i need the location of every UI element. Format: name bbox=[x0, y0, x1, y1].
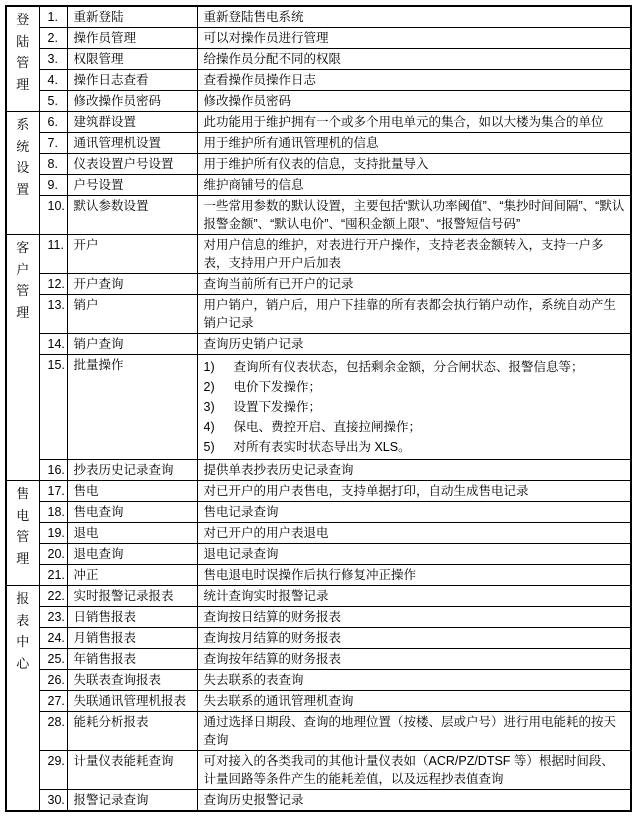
description-sub-item bbox=[204, 358, 627, 376]
row-number-cell: 18. bbox=[39, 502, 67, 523]
table-row bbox=[6, 460, 631, 481]
description-cell: 退电记录查询 bbox=[197, 544, 631, 565]
feature-name-cell: 计量仪表能耗查询 bbox=[67, 751, 197, 790]
description-cell: 查询历史销户记录 bbox=[197, 334, 631, 355]
row-number-cell: 27. bbox=[39, 691, 67, 712]
description-cell: 对已开户的用户表退电 bbox=[197, 523, 631, 544]
table-row bbox=[6, 502, 631, 523]
table-row bbox=[6, 274, 631, 295]
description-cell: 用于维护所有仪表的信息，支持批量导入 bbox=[197, 154, 631, 175]
table-row bbox=[6, 6, 631, 28]
feature-name-cell: 操作员管理 bbox=[67, 28, 197, 49]
category-char: 中 bbox=[16, 634, 30, 649]
row-number-cell: 14. bbox=[39, 334, 67, 355]
table-row bbox=[6, 196, 631, 235]
description-cell: 给操作员分配不同的权限 bbox=[197, 49, 631, 70]
description-cell: 查询当前所有已开户的记录 bbox=[197, 274, 631, 295]
feature-name-cell: 默认参数设置 bbox=[67, 196, 197, 235]
row-number-cell: 11. bbox=[39, 235, 67, 274]
table-row bbox=[6, 154, 631, 175]
table-row bbox=[6, 607, 631, 628]
category-char: 置 bbox=[16, 181, 30, 197]
feature-name-cell: 报警记录查询 bbox=[67, 790, 197, 812]
description-cell: 查询按年结算的财务报表 bbox=[197, 649, 631, 670]
table-row bbox=[6, 586, 631, 607]
table-row bbox=[6, 133, 631, 154]
table-row bbox=[6, 112, 631, 133]
sub-item-marker: 2) bbox=[203, 380, 215, 394]
category-char: 统 bbox=[16, 138, 30, 154]
feature-name-cell: 退电查询 bbox=[67, 544, 197, 565]
sub-item-marker: 4) bbox=[203, 420, 215, 434]
feature-table bbox=[5, 5, 632, 812]
row-number-cell: 16. bbox=[39, 460, 67, 481]
category-cell bbox=[6, 586, 39, 812]
sub-item-text: 查询所有仪表状态，包括剩余金额，分合闸状态、报警信息等； bbox=[233, 360, 584, 374]
table-row bbox=[6, 49, 631, 70]
feature-name-cell: 批量操作 bbox=[67, 355, 197, 460]
feature-name-cell: 销户查询 bbox=[67, 334, 197, 355]
table-row bbox=[6, 523, 631, 544]
feature-name-cell: 仪表设置户号设置 bbox=[67, 154, 197, 175]
table-row bbox=[6, 751, 631, 790]
table-row bbox=[6, 544, 631, 565]
row-number-cell: 28. bbox=[39, 712, 67, 751]
feature-name-cell: 日销售报表 bbox=[67, 607, 197, 628]
feature-name-cell: 户号设置 bbox=[67, 175, 197, 196]
description-cell: 查询按日结算的财务报表 bbox=[197, 607, 631, 628]
description-cell: 维护商铺号的信息 bbox=[197, 175, 631, 196]
description-cell: 售电记录查询 bbox=[197, 502, 631, 523]
category-char: 管 bbox=[16, 283, 30, 298]
category-char: 登 bbox=[16, 12, 30, 27]
category-cell bbox=[6, 6, 39, 112]
description-sub-item bbox=[204, 438, 627, 456]
row-number-cell: 21. bbox=[39, 565, 67, 586]
row-number-cell: 30. bbox=[39, 790, 67, 812]
feature-name-cell: 实时报警记录报表 bbox=[67, 586, 197, 607]
row-number-cell: 9. bbox=[39, 175, 67, 196]
description-cell: 对用户信息的维护，对表进行开户操作，支持老表金额转入，支持一户多表，支持用户开户后加表 bbox=[197, 235, 631, 274]
row-number-cell: 12. bbox=[39, 274, 67, 295]
row-number-cell: 3. bbox=[39, 49, 67, 70]
row-number-cell: 6. bbox=[39, 112, 67, 133]
description-cell: 查看操作员操作日志 bbox=[197, 70, 631, 91]
category-char: 管 bbox=[16, 529, 30, 544]
description-cell: 可以对操作员进行管理 bbox=[197, 28, 631, 49]
sub-item-text: 设置下发操作； bbox=[233, 400, 322, 414]
description-cell: 统计查询实时报警记录 bbox=[197, 586, 631, 607]
feature-name-cell: 月销售报表 bbox=[67, 628, 197, 649]
sub-item-text: 对所有表实时状态导出为 XLS。 bbox=[233, 440, 411, 454]
description-cell bbox=[197, 355, 631, 460]
row-number-cell: 5. bbox=[39, 91, 67, 112]
feature-name-cell: 通讯管理机设置 bbox=[67, 133, 197, 154]
sub-item-marker: 1) bbox=[203, 360, 215, 374]
table-row bbox=[6, 355, 631, 460]
description-cell: 可对接入的各类我司的其他计量仪表如（ACR/PZ/DTSF 等）根据时间段、计量回路等条件产生的能耗差值，以及远程抄表值查询 bbox=[197, 751, 631, 790]
category-char: 理 bbox=[16, 550, 30, 566]
row-number-cell: 29. bbox=[39, 751, 67, 790]
description-cell: 提供单表抄表历史记录查询 bbox=[197, 460, 631, 481]
table-row bbox=[6, 670, 631, 691]
table-row bbox=[6, 790, 631, 812]
row-number-cell: 26. bbox=[39, 670, 67, 691]
feature-name-cell: 抄表历史记录查询 bbox=[67, 460, 197, 481]
category-char: 理 bbox=[16, 304, 30, 320]
row-number-cell: 20. bbox=[39, 544, 67, 565]
row-number-cell: 2. bbox=[39, 28, 67, 49]
feature-name-cell: 权限管理 bbox=[67, 49, 197, 70]
row-number-cell: 7. bbox=[39, 133, 67, 154]
sub-item-text: 保电、费控开启、直接拉闸操作； bbox=[233, 420, 422, 434]
feature-name-cell: 开户查询 bbox=[67, 274, 197, 295]
category-char: 心 bbox=[16, 655, 30, 671]
feature-name-cell: 年销售报表 bbox=[67, 649, 197, 670]
category-char: 电 bbox=[16, 507, 30, 523]
feature-name-cell: 失联通讯管理机报表 bbox=[67, 691, 197, 712]
row-number-cell: 17. bbox=[39, 481, 67, 502]
table-row bbox=[6, 649, 631, 670]
table-row bbox=[6, 295, 631, 334]
description-cell: 售电退电时误操作后执行修复冲正操作 bbox=[197, 565, 631, 586]
feature-name-cell: 开户 bbox=[67, 235, 197, 274]
category-char: 客 bbox=[16, 240, 30, 255]
category-char: 系 bbox=[16, 117, 30, 132]
feature-name-cell: 能耗分析报表 bbox=[67, 712, 197, 751]
table-row bbox=[6, 235, 631, 274]
sub-item-marker: 5) bbox=[203, 440, 215, 454]
table-row bbox=[6, 91, 631, 112]
table-row bbox=[6, 175, 631, 196]
row-number-cell: 19. bbox=[39, 523, 67, 544]
category-char: 理 bbox=[16, 76, 30, 92]
feature-name-cell: 操作日志查看 bbox=[67, 70, 197, 91]
description-cell: 用户销户，销户后，用户下挂靠的所有表都会执行销户动作，系统自动产生销户记录 bbox=[197, 295, 631, 334]
feature-name-cell: 销户 bbox=[67, 295, 197, 334]
category-char: 售 bbox=[16, 486, 30, 501]
description-sub-item bbox=[204, 398, 627, 416]
description-cell: 查询按月结算的财务报表 bbox=[197, 628, 631, 649]
row-number-cell: 25. bbox=[39, 649, 67, 670]
row-number-cell: 23. bbox=[39, 607, 67, 628]
table-row bbox=[6, 481, 631, 502]
row-number-cell: 13. bbox=[39, 295, 67, 334]
category-char: 设 bbox=[16, 160, 30, 175]
description-cell: 此功能用于维护拥有一个或多个用电单元的集合，如以大楼为集合的单位 bbox=[197, 112, 631, 133]
feature-name-cell: 修改操作员密码 bbox=[67, 91, 197, 112]
category-char: 报 bbox=[16, 591, 30, 606]
description-cell: 用于维护所有通讯管理机的信息 bbox=[197, 133, 631, 154]
description-cell: 重新登陆售电系统 bbox=[197, 6, 631, 28]
row-number-cell: 15. bbox=[39, 355, 67, 460]
feature-name-cell: 售电查询 bbox=[67, 502, 197, 523]
description-cell: 对已开户的用户表售电，支持单据打印，自动生成售电记录 bbox=[197, 481, 631, 502]
category-char: 表 bbox=[16, 612, 30, 628]
category-char: 陆 bbox=[16, 33, 30, 49]
category-cell bbox=[6, 112, 39, 235]
table-row bbox=[6, 70, 631, 91]
sub-item-text: 电价下发操作； bbox=[233, 380, 322, 394]
feature-table-body bbox=[6, 6, 631, 811]
feature-name-cell: 冲正 bbox=[67, 565, 197, 586]
table-row bbox=[6, 334, 631, 355]
description-cell: 查询历史报警记录 bbox=[197, 790, 631, 812]
row-number-cell: 1. bbox=[39, 6, 67, 28]
description-cell: 失去联系的表查询 bbox=[197, 670, 631, 691]
category-char: 户 bbox=[16, 261, 30, 277]
table-row bbox=[6, 28, 631, 49]
feature-name-cell: 退电 bbox=[67, 523, 197, 544]
table-row bbox=[6, 565, 631, 586]
table-row bbox=[6, 712, 631, 751]
category-cell bbox=[6, 481, 39, 586]
row-number-cell: 22. bbox=[39, 586, 67, 607]
description-cell: 通过选择日期段、查询的地理位置（按楼、层或户号）进行用电能耗的按天查询 bbox=[197, 712, 631, 751]
category-cell bbox=[6, 235, 39, 481]
table-row bbox=[6, 628, 631, 649]
feature-name-cell: 售电 bbox=[67, 481, 197, 502]
feature-name-cell: 失联表查询报表 bbox=[67, 670, 197, 691]
description-sub-item bbox=[204, 378, 627, 396]
category-char: 管 bbox=[16, 55, 30, 70]
feature-name-cell: 建筑群设置 bbox=[67, 112, 197, 133]
description-cell: 修改操作员密码 bbox=[197, 91, 631, 112]
feature-name-cell: 重新登陆 bbox=[67, 6, 197, 28]
description-cell: 失去联系的通讯管理机查询 bbox=[197, 691, 631, 712]
description-sub-item bbox=[204, 418, 627, 436]
sub-item-marker: 3) bbox=[203, 400, 215, 414]
row-number-cell: 24. bbox=[39, 628, 67, 649]
description-cell: 一些常用参数的默认设置，主要包括“默认功率阈值”、“集抄时间间隔”、“默认报警金额”、“默认电价”、“囤积金额上限”、“报警短信号码” bbox=[197, 196, 631, 235]
row-number-cell: 10. bbox=[39, 196, 67, 235]
row-number-cell: 4. bbox=[39, 70, 67, 91]
table-row bbox=[6, 691, 631, 712]
row-number-cell: 8. bbox=[39, 154, 67, 175]
